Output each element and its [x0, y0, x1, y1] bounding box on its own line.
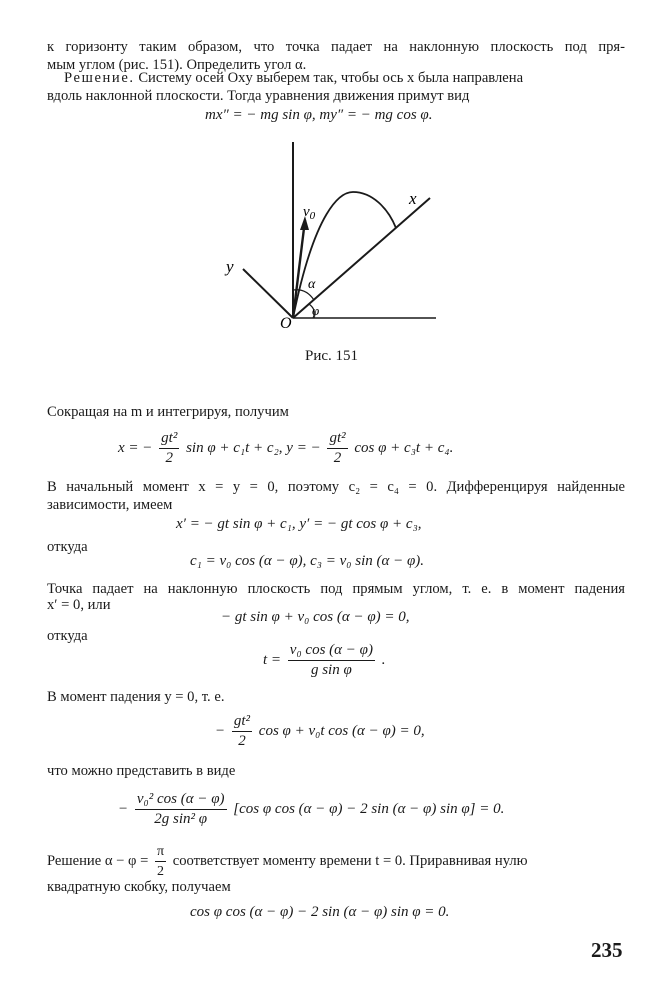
phi-label: φ	[312, 303, 320, 318]
text-line-12: В момент падения y = 0, т. е.	[47, 689, 225, 705]
text-line-9: Точка падает на наклонную плоскость под прямым углом, т. е. в момент падения	[47, 581, 625, 597]
equation-fall-condition: − gt sin φ + v₀ cos (α − φ) = 0,	[221, 609, 410, 625]
text-line-4: вдоль наклонной плоскости. Тогда уравнения движения примут вид	[47, 88, 470, 104]
equation-motion: mx″ = − mg sin φ, my″ = − mg cos φ.	[205, 107, 433, 123]
equation-time: t = $\frac{\text{v₀ cos (α − φ)}}{\text{g sin φ}}$ .	[263, 642, 386, 678]
figure-151	[0, 130, 663, 370]
equation-rewritten: − $\frac{\text{v₀² cos (α − φ)}}{\text{2g sin² φ}}$ [cos φ cos (α − φ) − 2 sin (α − φ) sin φ] = 0.	[118, 791, 505, 827]
text-line-1: к горизонту таким образом, что точка падает на наклонную плоскость под пря-	[47, 39, 625, 55]
equation-integrated: x = − $\frac{\text{gt²}}{2}$ sin φ + c₁t + c₂, y = − $\frac{\text{gt²}}{2}$ cos φ + c₃t + c₄.	[118, 430, 454, 466]
text-line-2: мым углом (рис. 151). Определить угол α.	[47, 57, 307, 73]
text-line-14: Решение α − φ = $\frac{\pi}{2}$ соответствует моменту времени t = 0. Приравнивая нулю	[47, 844, 528, 879]
y-axis-label: y	[226, 257, 234, 276]
velocity-vector	[293, 220, 305, 318]
text-line-6: В начальный момент x = y = 0, поэтому c₂ = c₄ = 0. Дифференцируя найденные	[47, 479, 625, 495]
solution-intro: Систему осей Oxy выберем так, чтобы ось x была направлена	[138, 70, 524, 86]
page-number: 235	[591, 938, 623, 962]
equation-derivatives: x′ = − gt sin φ + c₁, y′ = − gt cos φ + c₃,	[176, 516, 422, 532]
text-line-13: что можно представить в виде	[47, 763, 236, 779]
figure-caption: Рис. 151	[304, 348, 359, 364]
equation-fall-moment: − $\frac{\text{gt²}}{2}$ cos φ + v₀t cos (α − φ) = 0,	[215, 713, 425, 749]
text-line-5: Сокращая на m и интегрируя, получим	[47, 404, 289, 420]
text-line-3	[64, 69, 625, 87]
solution-heading: Решение.	[64, 70, 135, 86]
text-line-15: квадратную скобку, получаем	[47, 879, 231, 895]
v0-label: $v_0$	[303, 204, 316, 222]
x-axis-label: x	[409, 189, 417, 208]
text-line-8: откуда	[47, 539, 88, 555]
equation-constants: c₁ = v₀ cos (α − φ), c₃ = v₀ sin (α − φ).	[190, 553, 425, 569]
text-line-11: откуда	[47, 628, 88, 644]
y-axis-line	[243, 269, 293, 318]
origin-label: O	[280, 315, 292, 332]
equation-final: cos φ cos (α − φ) − 2 sin (α − φ) sin φ = 0.	[190, 904, 450, 920]
text-line-10: x′ = 0, или	[47, 597, 111, 613]
text-line-7: зависимости, имеем	[47, 497, 173, 513]
alpha-label: α	[308, 277, 316, 292]
